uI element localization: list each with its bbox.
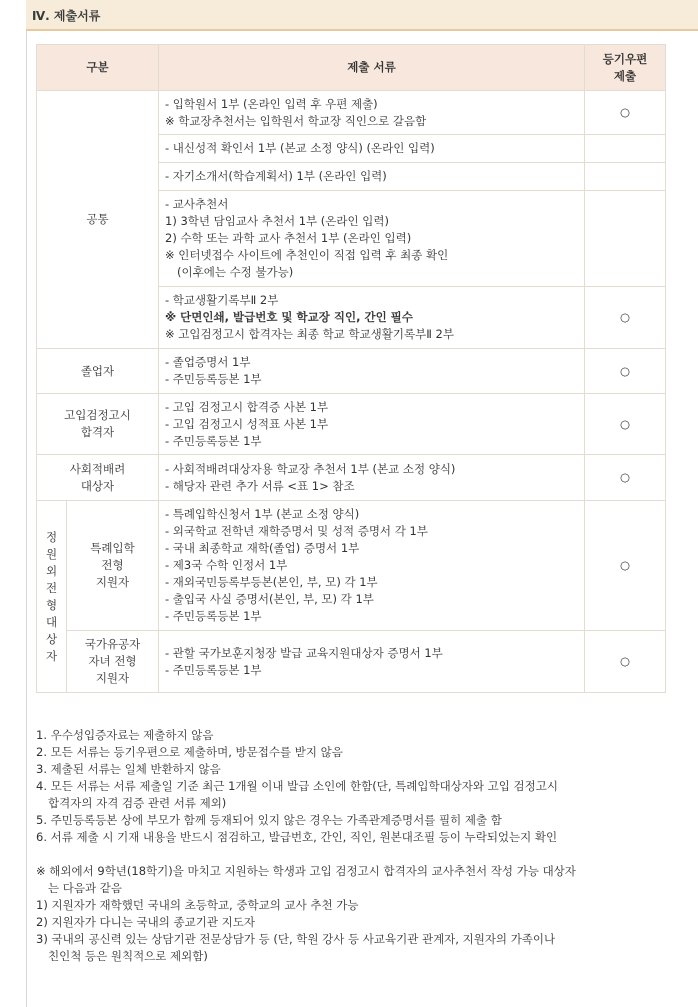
- documents-cell: - 입학원서 1부 (온라인 입력 후 우편 제출) ※ 학교장추천서는 입학원서 학교장 직인으로 갈음함: [159, 91, 585, 135]
- note-item: 5. 주민등록등본 상에 부모가 함께 등재되어 있지 않은 경우는 가족관계증명서를 필히 제출 함: [36, 813, 502, 827]
- section-header: [26, 0, 698, 31]
- vertical-label-char: 외: [45, 563, 58, 578]
- category-ged: 고입검정고시 합격자: [37, 394, 159, 455]
- documents-cell: - 사회적배려대상자용 학교장 추천서 1부 (본교 소정 양식) - 해당자 관련 추가 서류 <표 1> 참조: [159, 455, 585, 501]
- category-special-admission: 특례입학 전형 지원자: [67, 501, 159, 631]
- documents-cell: - 특례입학신청서 1부 (본교 소정 양식) - 외국학교 전학년 재학증명서 및 성적 증명서 각 1부 - 국내 최종학교 재학(졸업) 증명서 1부 - 제3국 수학 인정서 1부 - 재외국민등록부등본(본인, 부, 모) 각 1부 - 출입국 사실 증명서(본인, 부, 모) 각 1부 - 주민등록등본 1부: [159, 501, 585, 631]
- mail-mark: ○: [585, 501, 666, 631]
- mail-mark: [585, 135, 666, 163]
- note-item: 6. 서류 제출 시 기재 내용을 반드시 점검하고, 발급번호, 간인, 직인, 원본대조필 등이 누락되었는지 확인: [36, 830, 558, 844]
- category-veteran-children: 국가유공자 자녀 전형 지원자: [67, 631, 159, 693]
- mail-mark: ○: [585, 287, 666, 349]
- mail-mark: [585, 163, 666, 191]
- mail-mark: ○: [585, 349, 666, 394]
- documents-cell: - 내신성적 확인서 1부 (본교 소정 양식) (온라인 입력): [159, 135, 585, 163]
- header-documents: 제출 서류: [159, 45, 585, 91]
- header-category: 구분: [37, 45, 159, 91]
- category-common: 공통: [37, 91, 159, 349]
- documents-cell: - 고입 검정고시 합격증 사본 1부 - 고입 검정고시 성적표 사본 1부 - 주민등록등본 1부: [159, 394, 585, 455]
- table-row: [37, 631, 666, 693]
- table-header-row: [37, 45, 666, 91]
- vertical-label-char: 전: [45, 580, 58, 595]
- table-row: [37, 394, 666, 455]
- documents-cell: - 학교생활기록부Ⅱ 2부 ※ 단면인쇄, 발급번호 및 학교장 직인, 간인 필수 ※ 고입검정고시 합격자는 최종 학교 학교생활기록부Ⅱ 2부: [159, 287, 585, 349]
- table-row: [37, 91, 666, 135]
- remark-item: ※ 해외에서 9학년(18학기)을 마치고 지원하는 학생과 고입 검정고시 합격자의 교사추천서 작성 가능 대상자: [36, 864, 576, 878]
- documents-cell: - 졸업증명서 1부 - 주민등록등본 1부: [159, 349, 585, 394]
- remark-item: 1) 지원자가 재학했던 국내의 초등학교, 중학교의 교사 추천 가능: [36, 898, 359, 912]
- table-row: [37, 349, 666, 394]
- documents-table: [36, 44, 666, 693]
- vertical-label-char: 원: [45, 546, 58, 561]
- note-item: 1. 우수성입증자료는 제출하지 않음: [36, 728, 214, 742]
- category-social: 사회적배려 대상자: [37, 455, 159, 501]
- note-item: 2. 모든 서류는 등기우편으로 제출하며, 방문접수를 받지 않음: [36, 745, 343, 759]
- table-row: [37, 455, 666, 501]
- note-item: 4. 모든 서류는 서류 제출일 기준 최근 1개월 이내 발급 소인에 한함(단, 특례입학대상자와 고입 검정고시: [36, 779, 558, 793]
- vertical-label-char: 형: [45, 597, 58, 612]
- vertical-label-char: 정: [45, 529, 58, 544]
- table-row: [37, 501, 666, 631]
- mail-mark: ○: [585, 91, 666, 135]
- category-graduate: 졸업자: [37, 349, 159, 394]
- header-registered-mail: 등기우편 제출: [585, 45, 666, 91]
- mail-mark: [585, 191, 666, 287]
- documents-cell: - 자기소개서(학습계획서) 1부 (온라인 입력): [159, 163, 585, 191]
- remark-item: 2) 지원자가 다니는 국내의 종교기관 지도자: [36, 915, 255, 929]
- documents-cell: - 교사추천서 1) 3학년 담임교사 추천서 1부 (온라인 입력) 2) 수학 또는 과학 교사 추천서 1부 (온라인 입력) ※ 인터넷접수 사이트에 추천인이 직접 입력 후 최종 확인 (이후에는 수정 불가능): [159, 191, 585, 287]
- notes-section: [36, 727, 576, 965]
- note-item: 합격자의 자격 검증 관련 서류 제외): [48, 796, 227, 810]
- vertical-label-char: 상: [45, 631, 58, 646]
- vertical-label-char: 대: [45, 614, 58, 629]
- remark-item: 3) 국내의 공신력 있는 상담기관 전문상담가 등 (단, 학원 강사 등 사교육기관 관계자, 지원자의 가족이나: [36, 932, 556, 946]
- section-title: Ⅳ. 제출서류: [32, 9, 101, 23]
- remark-item: 친인척 등은 원칙적으로 제외함): [48, 949, 208, 963]
- documents-cell: - 관할 국가보훈지청장 발급 교육지원대상자 증명서 1부 - 주민등록등본 1부: [159, 631, 585, 693]
- mail-mark: ○: [585, 455, 666, 501]
- remark-item: 는 다음과 같음: [48, 881, 122, 895]
- vertical-label-char: 자: [45, 648, 58, 663]
- mail-mark: ○: [585, 394, 666, 455]
- mail-mark: ○: [585, 631, 666, 693]
- category-extra-quota: [37, 501, 67, 693]
- note-item: 3. 제출된 서류는 일체 반환하지 않음: [36, 762, 221, 776]
